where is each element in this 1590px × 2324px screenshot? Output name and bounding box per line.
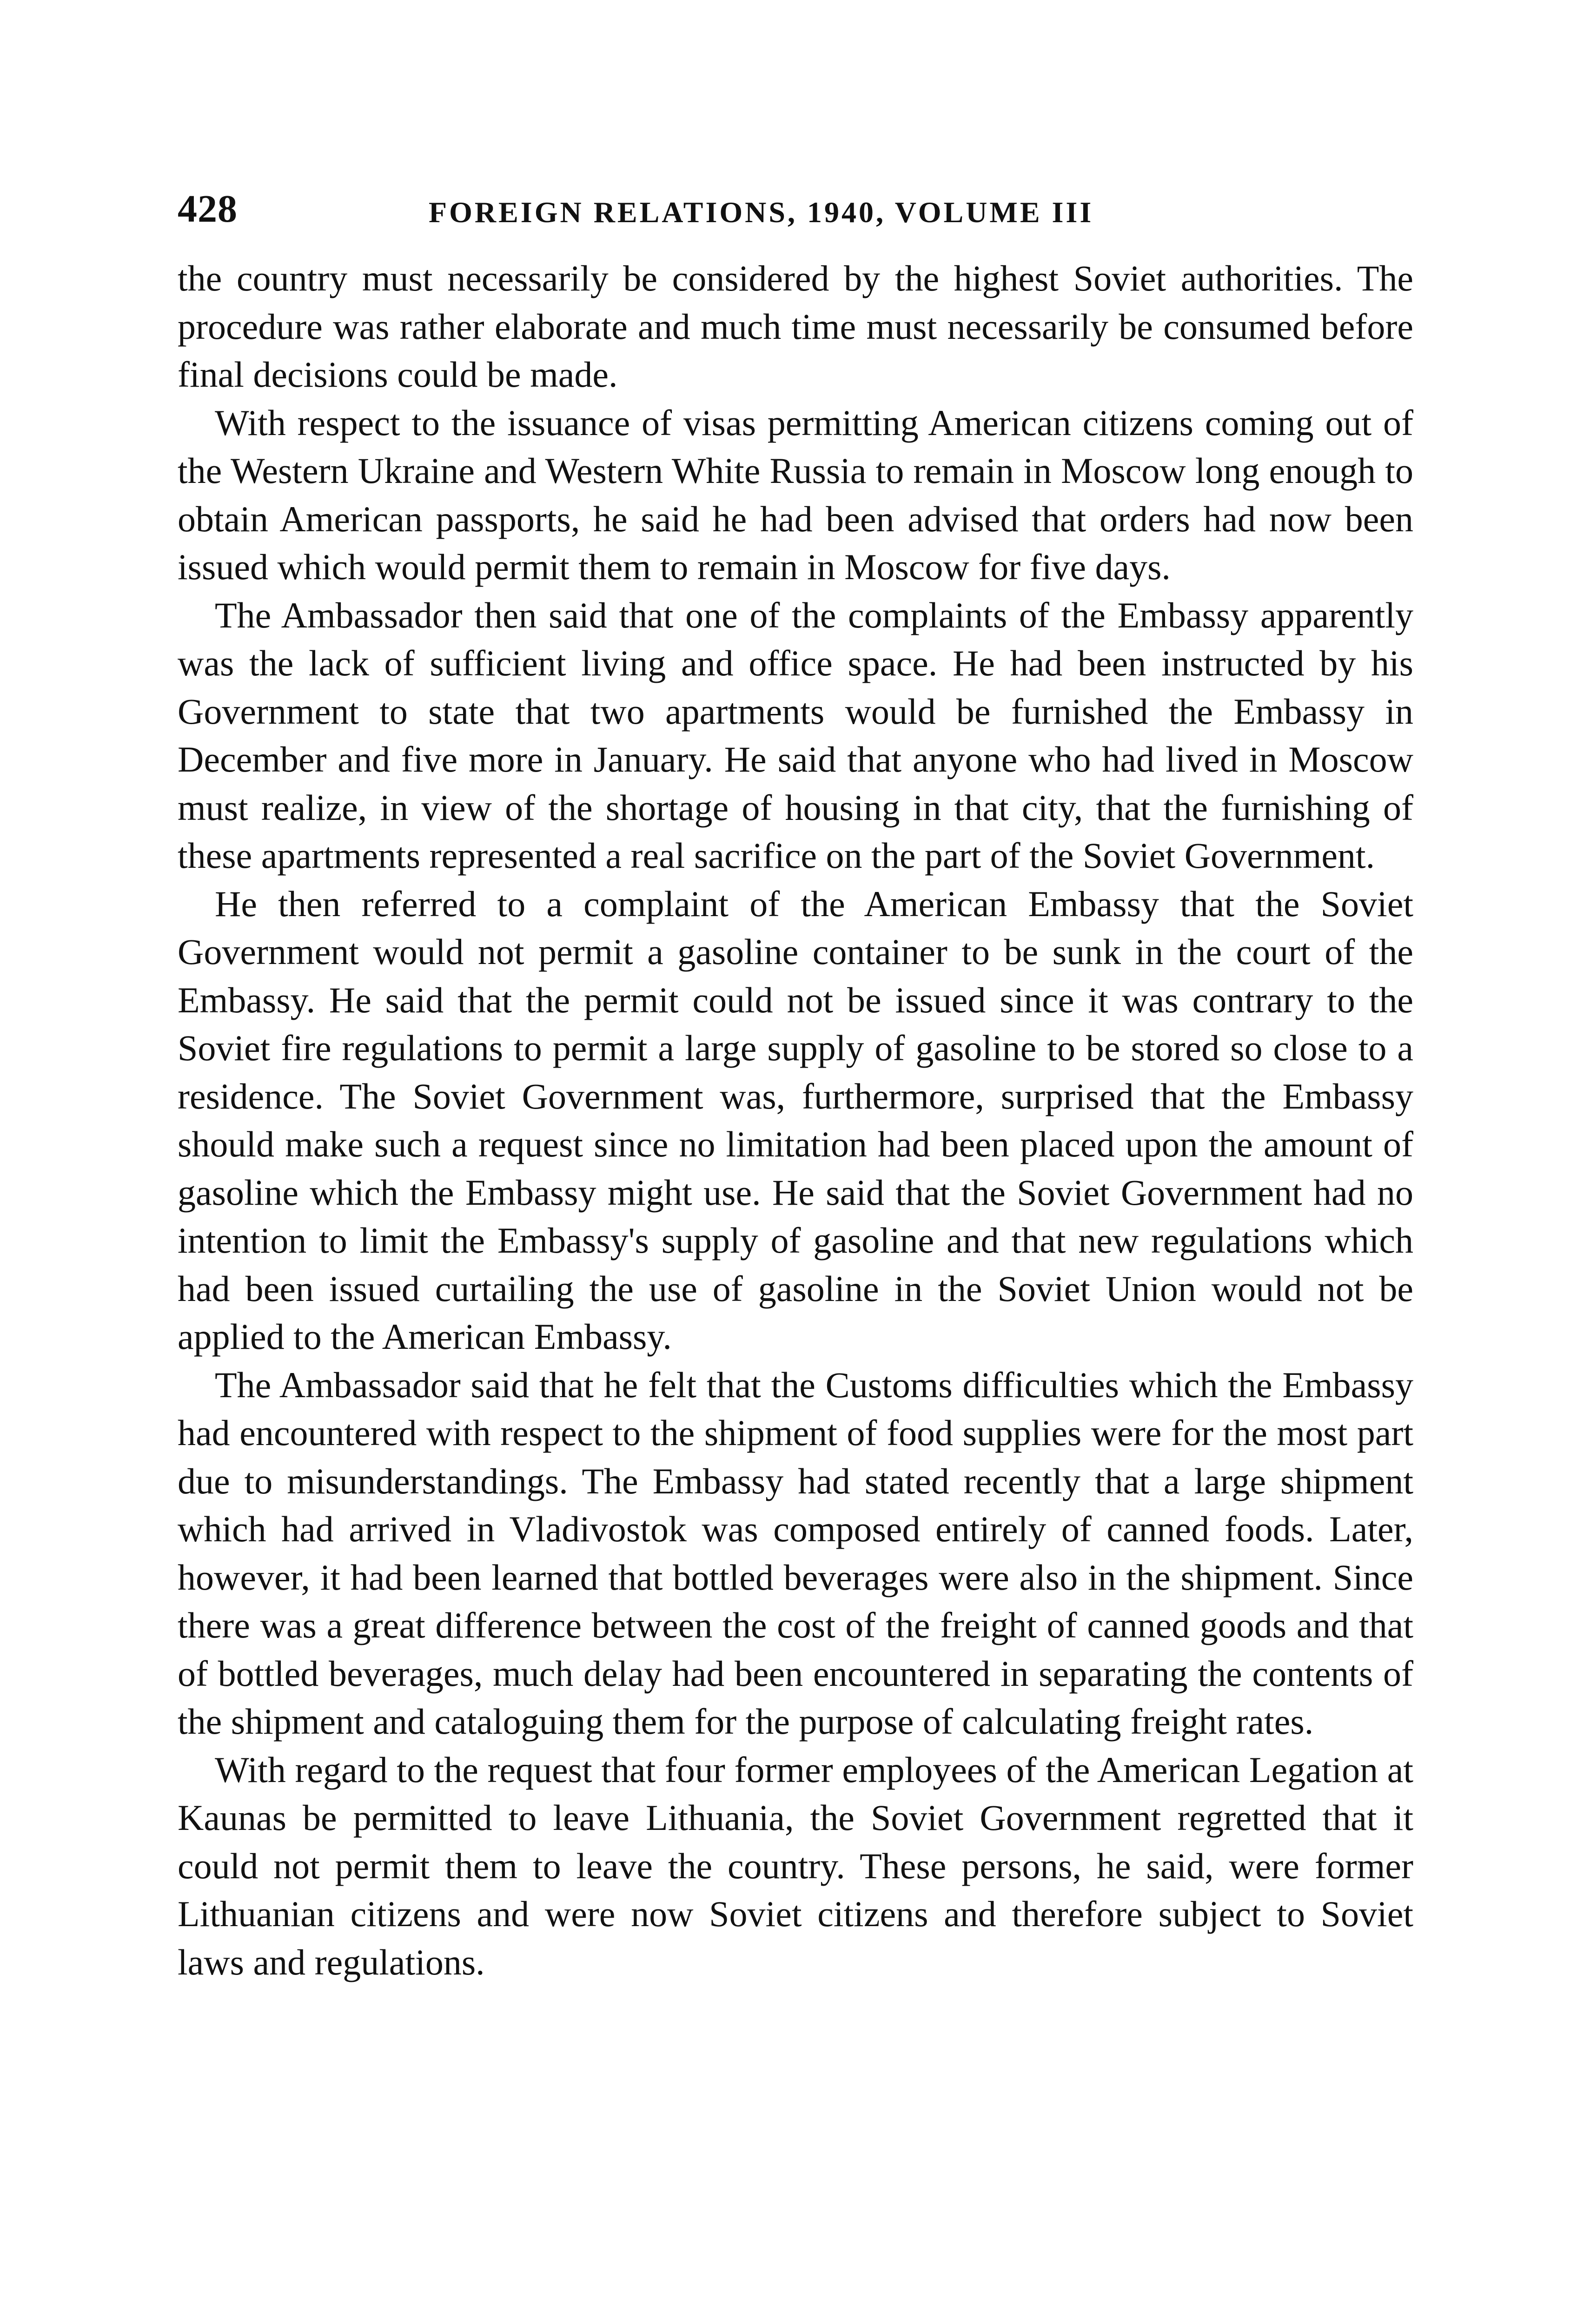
paragraph-visas: With respect to the issuance of visas permitting American citizens coming out of the Western Ukraine and Western White Russia to remain in Moscow long enough to obtain American passports, he said he had been advised that orders had now been issued which would permit them to remain in Moscow for five days. <box>178 402 1413 587</box>
paragraph-office-space: The Ambassador then said that one of the complaints of the Embassy apparently was the lack of sufficient living and office space. He had been instructed by his Government to state that two apartments would be furnished the Embassy in December and five more in January. He said that anyone who had lived in Moscow must realize, in view of the shortage of housing in that city, that the furnishing of these apartments represented a real sacrifice on the part of the Soviet Government. <box>178 594 1413 876</box>
page-number: 428 <box>178 187 238 231</box>
paragraph-customs: The Ambassador said that he felt that the Customs difficulties which the Embassy had encountered with respect to the shipment of food supplies were for the most part due to misunderstandings. The Embassy had stated recently that a large shipment which had arrived in Vladivostok was composed entirely of canned foods. Later, however, it had been learned that bottled beverages were also in the shipment. Since there was a great difference between the cost of the freight of canned goods and that of bottled beverages, much delay had been encountered in separating the contents of the shipment and cataloguing them for the purpose of calculating freight rates. <box>178 1364 1413 1742</box>
body-text <box>178 254 1413 1986</box>
paragraph-gasoline-container: He then referred to a complaint of the American Embassy that the Soviet Government would not permit a gasoline container to be sunk in the court of the Embassy. He said that the permit could not be issued since it was contrary to the Soviet fire regulations to permit a large supply of gasoline to be stored so close to a residence. The Soviet Government was, furthermore, surprised that the Embassy should make such a request since no limitation had been placed upon the amount of gasoline which the Embassy might use. He said that the Soviet Government had no intention to limit the Embassy's supply of gasoline and that new regulations which had been issued curtailing the use of gasoline in the Soviet Union would not be applied to the American Embassy. <box>178 883 1413 1357</box>
paragraph-continuation: the country must necessarily be considered by the highest Soviet authorities. The procedure was rather elaborate and much time must necessarily be consumed before final decisions could be made. <box>178 258 1413 395</box>
running-title: FOREIGN RELATIONS, 1940, VOLUME III <box>429 196 1094 229</box>
paragraph-employees: With regard to the request that four former employees of the American Legation at Kaunas be permitted to leave Lithuania, the Soviet Government regretted that it could not permit them to leave the country. These persons, he said, were former Lithuanian citizens and were now Soviet citizens and therefore subject to Soviet laws and regulations. <box>178 1749 1413 1982</box>
running-header <box>178 184 1413 235</box>
document-page <box>178 184 1413 1986</box>
